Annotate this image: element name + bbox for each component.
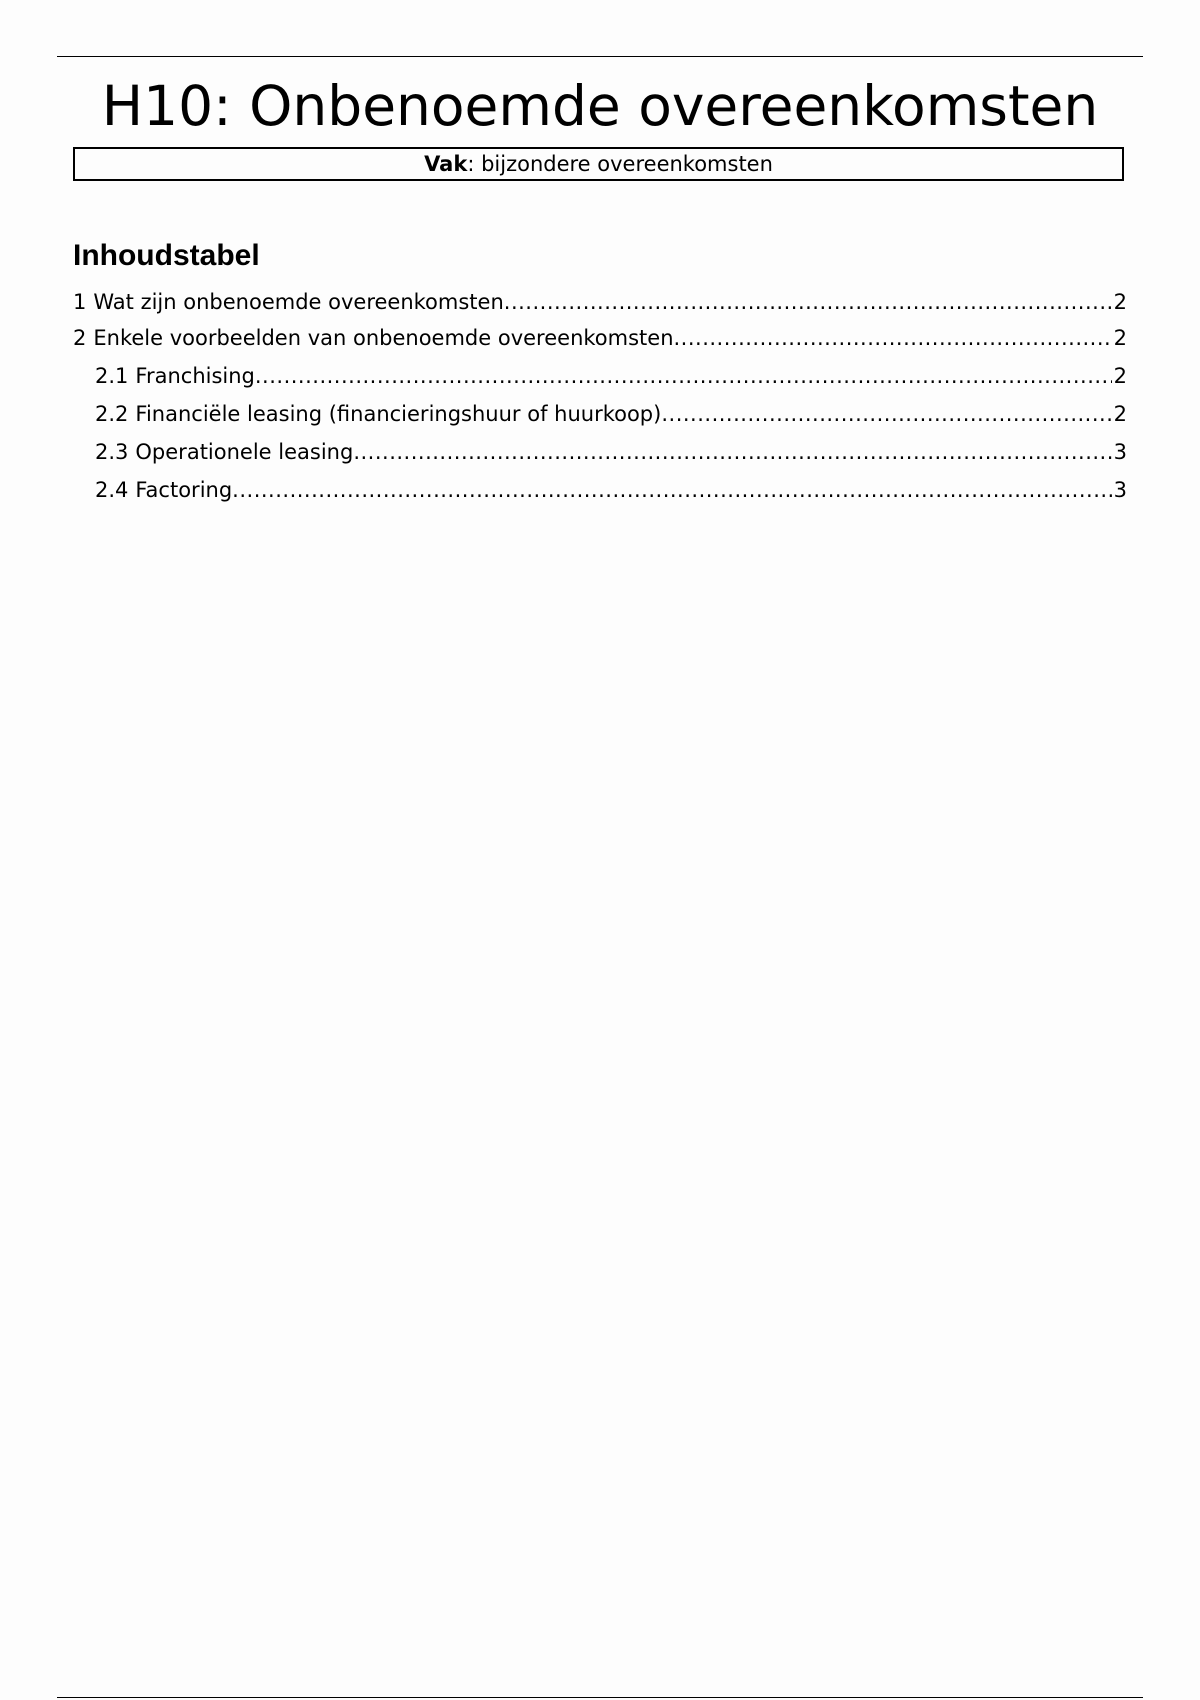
toc-entry[interactable] bbox=[73, 471, 1127, 509]
toc-entry-title: Franchising bbox=[135, 364, 255, 388]
table-of-contents bbox=[73, 283, 1127, 509]
toc-entry[interactable] bbox=[73, 357, 1127, 395]
toc-entry[interactable] bbox=[73, 433, 1127, 471]
toc-entry-title: Wat zijn onbenoemde overeenkomsten bbox=[93, 290, 504, 314]
toc-entry-page: 2 bbox=[1113, 364, 1127, 388]
toc-entry[interactable] bbox=[73, 319, 1127, 357]
toc-entry-title: Financiële leasing (financieringshuur of huurkoop) bbox=[135, 402, 662, 426]
toc-entry-number: 1 bbox=[73, 290, 87, 314]
toc-entry-title: Enkele voorbeelden van onbenoemde overeenkomsten bbox=[93, 326, 674, 350]
toc-entry-page: 2 bbox=[1113, 326, 1127, 350]
toc-dot-leader bbox=[661, 395, 1111, 433]
toc-entry-text bbox=[95, 357, 255, 395]
toc-entry[interactable] bbox=[73, 395, 1127, 433]
toc-dot-leader bbox=[674, 319, 1112, 357]
toc-dot-leader bbox=[255, 357, 1112, 395]
header-rule bbox=[57, 56, 1143, 57]
toc-entry-number: 2 bbox=[73, 326, 87, 350]
toc-entry-text bbox=[73, 319, 674, 357]
subject-label: Vak bbox=[424, 152, 468, 176]
toc-dot-leader bbox=[353, 433, 1111, 471]
toc-entry-text bbox=[95, 433, 353, 471]
toc-entry-number: 2.4 bbox=[95, 478, 129, 502]
document-title: H10: Onbenoemde overeenkomsten bbox=[101, 74, 1099, 138]
toc-entry-title: Operationele leasing bbox=[135, 440, 354, 464]
subject-separator: : bbox=[467, 152, 482, 176]
toc-heading: Inhoudstabel bbox=[73, 239, 260, 272]
toc-entry-text bbox=[73, 283, 504, 319]
toc-entry-text bbox=[95, 395, 661, 433]
toc-entry-text bbox=[95, 471, 232, 509]
toc-entry-page: 2 bbox=[1113, 290, 1127, 314]
toc-entry-page: 3 bbox=[1113, 440, 1127, 464]
toc-dot-leader bbox=[232, 471, 1111, 509]
subject-value: bijzondere overeenkomsten bbox=[481, 152, 773, 176]
toc-entry[interactable] bbox=[73, 283, 1127, 319]
toc-dot-leader bbox=[504, 283, 1112, 319]
toc-entry-page: 2 bbox=[1113, 402, 1127, 426]
toc-entry-title: Factoring bbox=[135, 478, 233, 502]
toc-entry-page: 3 bbox=[1113, 478, 1127, 502]
footer-rule bbox=[57, 1697, 1143, 1698]
subject-box bbox=[73, 147, 1124, 181]
toc-entry-number: 2.2 bbox=[95, 402, 129, 426]
toc-entry-number: 2.1 bbox=[95, 364, 129, 388]
toc-entry-number: 2.3 bbox=[95, 440, 129, 464]
